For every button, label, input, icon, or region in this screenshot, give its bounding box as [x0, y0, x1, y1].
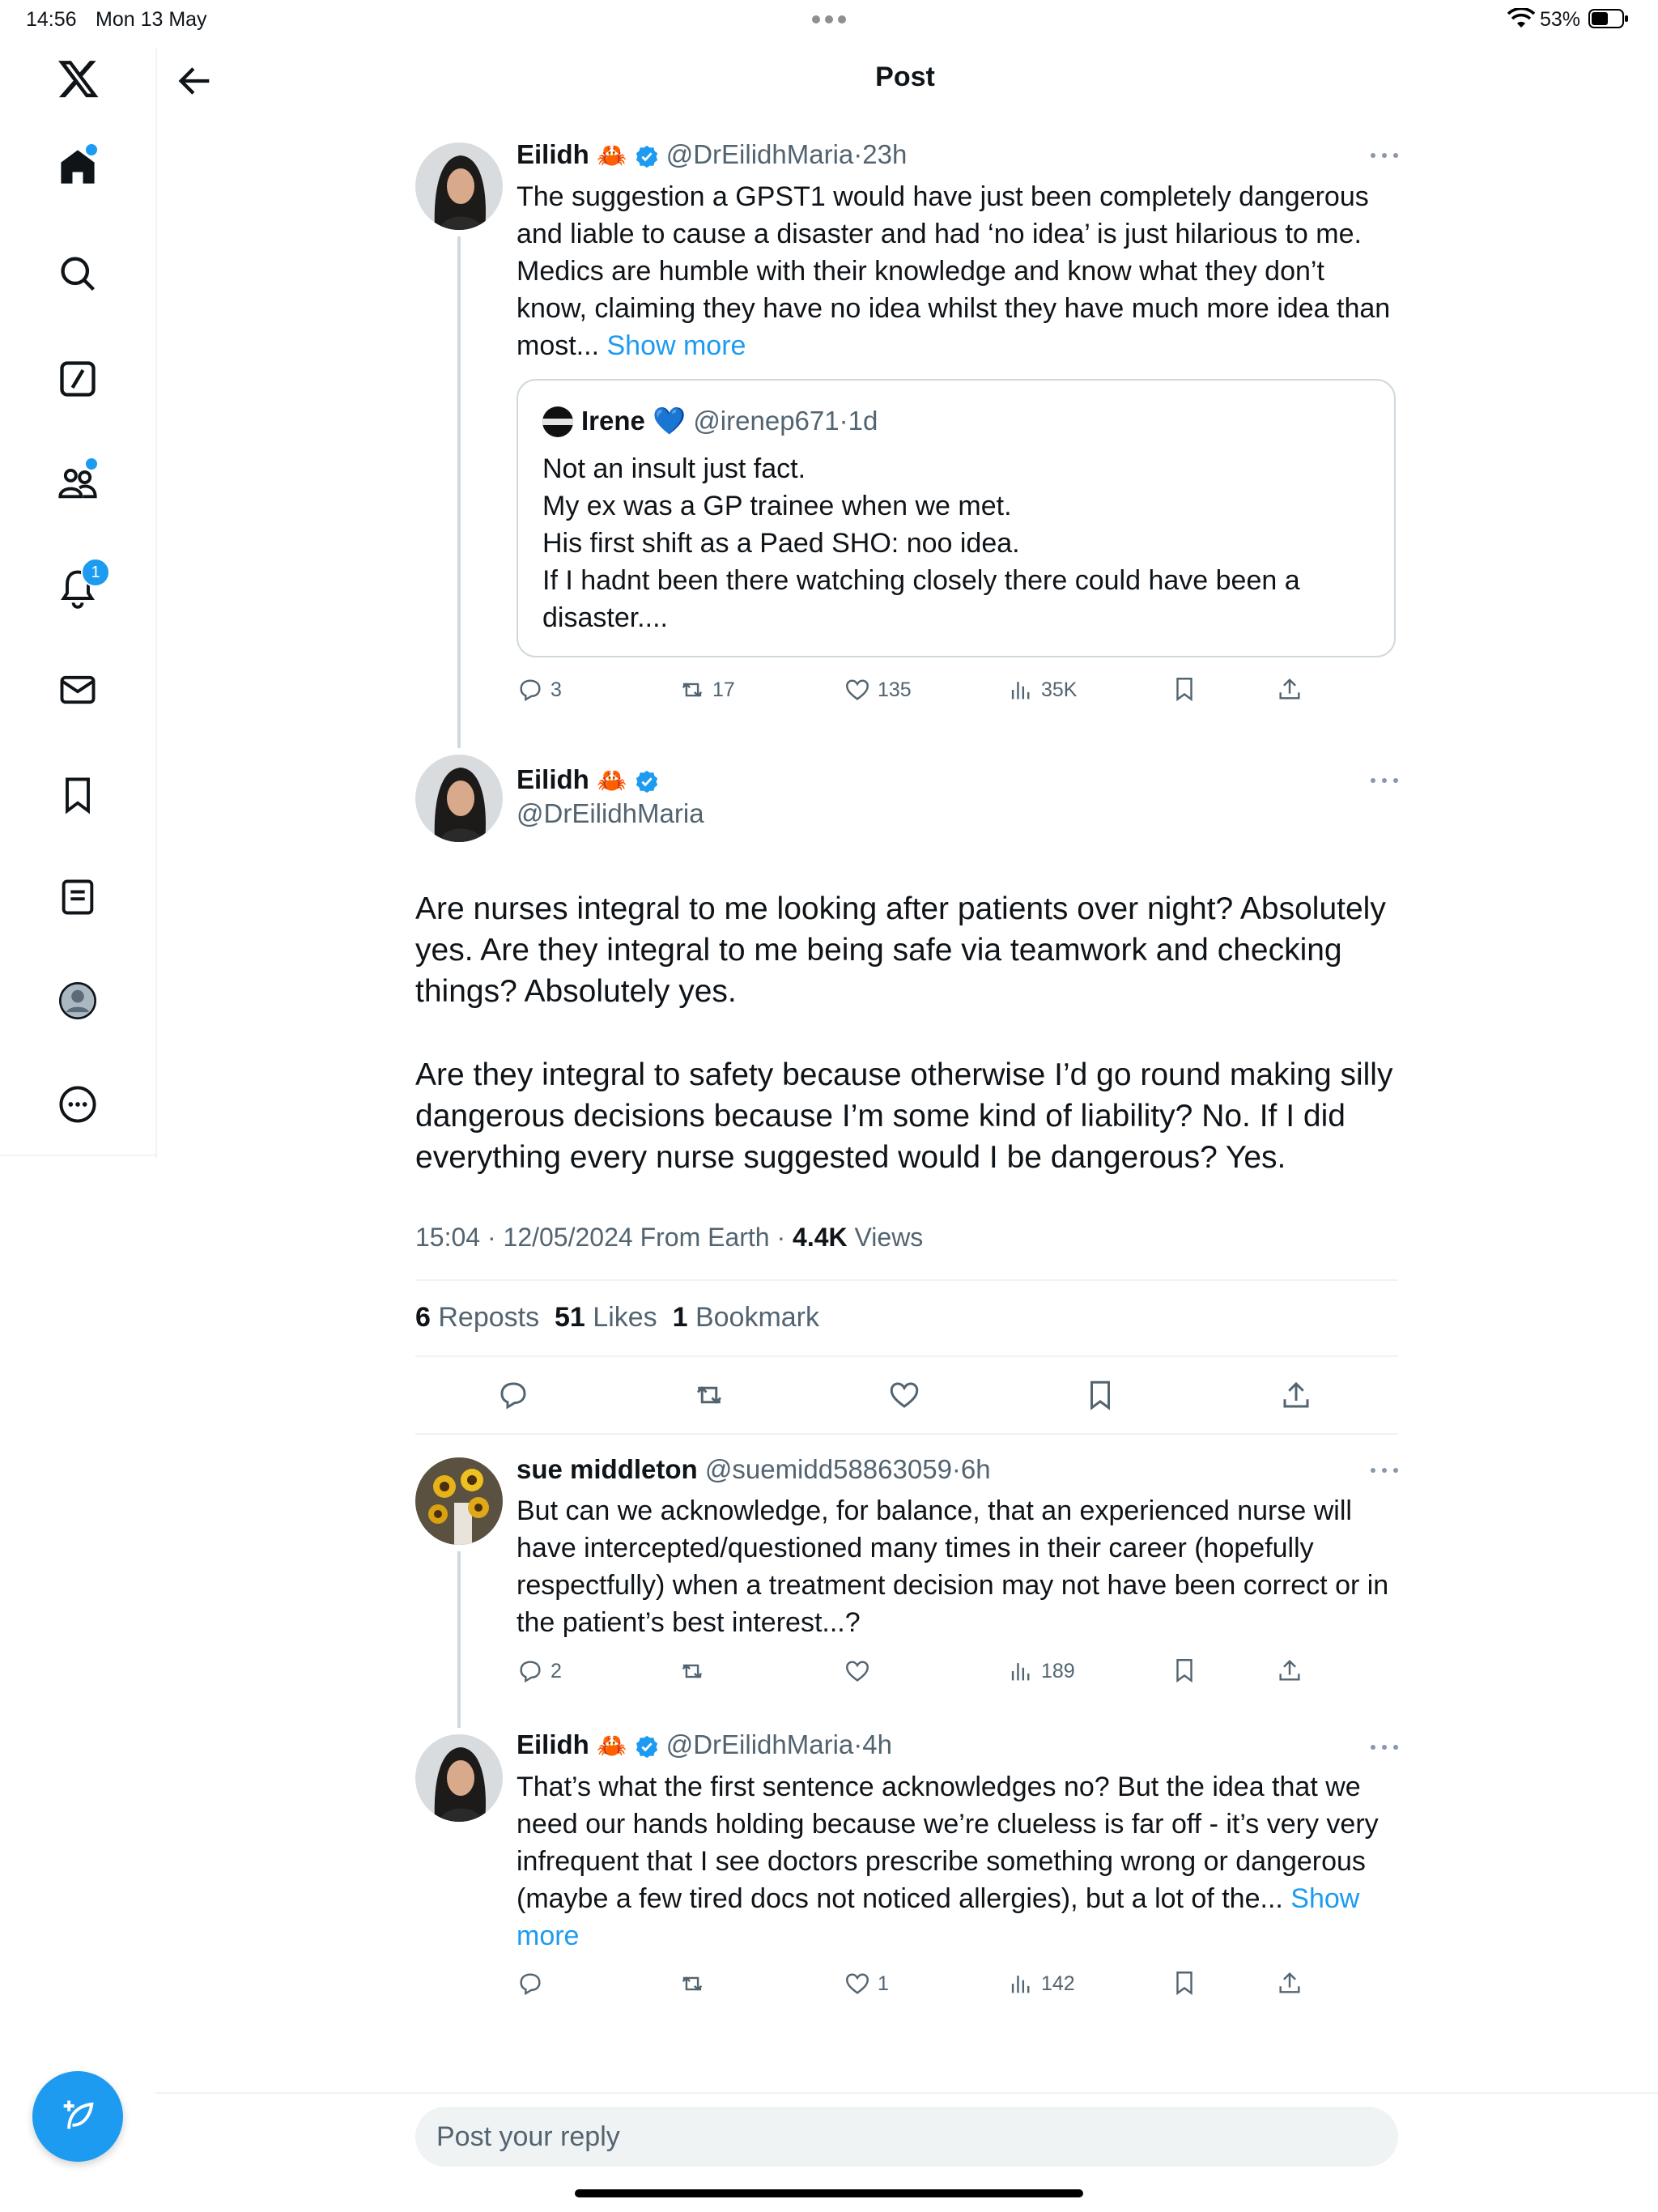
sidebar-item-more[interactable] — [57, 1083, 99, 1125]
heart-icon[interactable] — [887, 1378, 921, 1412]
author-handle[interactable]: @DrEilidhMaria — [665, 1729, 854, 1759]
bookmarks-stat[interactable]: 1 Bookmark — [672, 1302, 820, 1333]
search-icon — [57, 253, 99, 295]
profile-avatar-icon — [57, 980, 99, 1022]
divider — [415, 1433, 1398, 1435]
sidebar-item-communities[interactable] — [57, 462, 99, 504]
author-name[interactable]: Eilidh — [517, 1729, 589, 1759]
reply-text: But can we acknowledge, for balance, that an experienced nurse will have intercepted/questioned many times in their career (hopefully respectfully) when a treatment decision may not have been correct or in the patient’s best interest...? — [517, 1495, 1389, 1638]
repost-icon — [678, 1657, 706, 1685]
show-more-link[interactable]: Show more — [517, 1883, 1360, 1951]
reply-header: sue middleton @suemidd58863059·6h — [517, 1454, 991, 1484]
likes-stat[interactable]: 51 Likes — [555, 1302, 657, 1333]
more-options-icon[interactable] — [1368, 776, 1401, 785]
repost-button[interactable]: 17 — [678, 674, 735, 706]
repost-icon — [678, 1970, 706, 1997]
quote-header: Irene 💙 @irenep671·1d — [581, 406, 878, 436]
main-post-author — [517, 764, 659, 795]
reposts-stat[interactable]: 6 Reposts — [415, 1302, 540, 1333]
post-time[interactable]: 6h — [960, 1454, 991, 1484]
views-label: Views — [854, 1223, 924, 1252]
reply-icon[interactable] — [496, 1378, 530, 1412]
divider — [415, 1279, 1398, 1281]
more-options-icon[interactable] — [1368, 1742, 1401, 1752]
main-post-paragraph-1: Are nurses integral to me looking after patients over night? Absolutely yes. Are they integral to me being safe via teamwork and checking things? Absolutely yes. — [415, 891, 1386, 1009]
quote-author-emoji: 💙 — [653, 406, 687, 436]
author-name[interactable]: sue middleton — [517, 1454, 698, 1484]
multitasking-dots-icon[interactable] — [810, 10, 848, 29]
views-chart-icon — [1007, 1970, 1035, 1997]
notifications-badge: 1 — [81, 558, 110, 587]
bookmark-icon[interactable] — [1083, 1378, 1117, 1412]
repost-icon[interactable] — [692, 1378, 726, 1412]
sidebar-item-bookmarks[interactable] — [57, 774, 99, 816]
avatar[interactable] — [415, 1734, 503, 1822]
engagement-stats — [415, 1302, 819, 1334]
post-timestamp: 15:04 · 12/05/2024 From Earth · — [415, 1223, 786, 1252]
share-icon[interactable] — [1276, 1969, 1303, 1997]
reply-text: That’s what the first sentence acknowledges no? But the idea that we need our hands holding because we’re clueless is far off - it’s very very infrequent that I see doctors prescribe something wrong or dangerous (maybe a few tired docs not noticed allergies), but a lot of the... Show more — [517, 1772, 1379, 1951]
more-options-icon[interactable] — [1368, 1465, 1401, 1475]
like-button[interactable]: 1 — [844, 1967, 889, 2000]
author-handle[interactable]: @DrEilidhMaria — [517, 798, 704, 828]
bookmark-icon[interactable] — [1171, 1657, 1198, 1684]
more-options-icon[interactable] — [1368, 151, 1401, 160]
envelope-icon — [57, 669, 99, 711]
compose-feather-icon — [57, 2095, 99, 2138]
quote-avatar — [542, 406, 573, 437]
divider — [415, 1355, 1398, 1357]
author-handle[interactable]: @DrEilidhMaria — [665, 139, 854, 169]
verified-badge-icon — [635, 144, 659, 168]
post-header: Eilidh 🦀 @DrEilidhMaria·23h — [517, 139, 908, 169]
verified-badge-icon — [635, 1734, 659, 1759]
status-time: 14:56 — [26, 8, 77, 31]
show-more-link[interactable]: Show more — [606, 330, 746, 361]
views-button[interactable]: 142 — [1007, 1967, 1075, 2000]
share-icon[interactable] — [1279, 1378, 1313, 1412]
views-button[interactable]: 35K — [1007, 674, 1077, 706]
communities-unread-dot — [84, 457, 99, 471]
sidebar-item-home[interactable] — [57, 146, 99, 188]
post-text: The suggestion a GPST1 would have just been completely dangerous and liable to cause a disaster and had ‘no idea’ is just hilarious to me. Medics are humble with their knowledge and know what they don’t know, claiming they have no idea whilst they have much more idea than most... Show more — [517, 181, 1391, 361]
compose-post-button[interactable] — [32, 2071, 123, 2162]
battery-icon — [1588, 8, 1629, 29]
quote-author-handle: @irenep671 — [693, 406, 840, 436]
reply-button[interactable]: 2 — [517, 1655, 562, 1687]
author-emoji: 🦀 — [597, 1733, 627, 1759]
more-circle-icon — [57, 1083, 99, 1125]
author-handle[interactable]: @suemidd58863059 — [704, 1454, 952, 1484]
heart-icon — [844, 1657, 871, 1685]
author-name[interactable]: Eilidh — [517, 764, 589, 794]
quote-time: 1d — [848, 406, 878, 436]
grok-icon — [57, 358, 99, 400]
heart-icon — [844, 676, 871, 704]
post-time[interactable]: 23h — [862, 139, 908, 169]
reply-icon — [517, 1657, 544, 1685]
status-date: Mon 13 May — [96, 8, 207, 31]
reply-icon — [517, 676, 544, 704]
post-time[interactable]: 4h — [862, 1729, 892, 1759]
thread-connector — [457, 236, 461, 748]
author-name[interactable]: Eilidh — [517, 139, 589, 169]
author-emoji: 🦀 — [597, 768, 627, 794]
avatar[interactable] — [415, 1457, 503, 1545]
repost-button[interactable] — [678, 1655, 712, 1687]
like-button[interactable]: 135 — [844, 674, 912, 706]
quote-author-name: Irene — [581, 406, 645, 436]
home-unread-dot — [84, 143, 99, 157]
sidebar-item-explore[interactable] — [57, 253, 99, 295]
author-emoji: 🦀 — [597, 143, 627, 169]
reply-input[interactable] — [415, 2107, 1398, 2167]
reply-button[interactable] — [517, 1967, 551, 2000]
page-title: Post — [875, 62, 935, 92]
reply-button[interactable]: 3 — [517, 674, 562, 706]
sidebar-divider — [0, 1155, 155, 1156]
share-icon[interactable] — [1276, 1657, 1303, 1684]
sidebar-item-messages[interactable] — [57, 669, 99, 711]
share-icon[interactable] — [1276, 675, 1303, 703]
repost-button[interactable] — [678, 1967, 712, 2000]
heart-icon — [844, 1970, 871, 1997]
avatar[interactable] — [415, 143, 503, 230]
reply-bar-divider — [155, 2092, 1658, 2094]
reply-icon — [517, 1970, 544, 1997]
sidebar-item-lists[interactable] — [57, 876, 99, 918]
main-post-paragraph-2: Are they integral to safety because otherwise I’d go round making silly dangerous decisions because I’m some kind of liability? No. If I did everything every nurse suggested would I be dangerous? Yes. — [415, 1057, 1393, 1175]
avatar[interactable] — [415, 755, 503, 842]
views-count: 4.4K — [793, 1223, 848, 1252]
battery-percent: 53% — [1540, 8, 1581, 31]
quote-text: Not an insult just fact. My ex was a GP trainee when we met. His first shift as a Paed SHO: noo idea. If I hadnt been there watching closely there could have been a disaster.... — [542, 453, 1300, 633]
home-indicator[interactable] — [575, 2189, 1083, 2197]
bookmark-icon[interactable] — [1171, 1969, 1198, 1997]
like-button[interactable] — [844, 1655, 878, 1687]
thread-connector — [457, 1551, 461, 1728]
bookmark-icon — [57, 774, 99, 816]
wifi-icon — [1507, 8, 1535, 29]
bookmark-icon[interactable] — [1171, 675, 1198, 703]
views-chart-icon — [1007, 676, 1035, 704]
repost-icon — [678, 676, 706, 704]
reply-header: Eilidh 🦀 @DrEilidhMaria·4h — [517, 1729, 892, 1759]
verified-badge-icon — [635, 769, 659, 793]
sidebar-item-profile[interactable] — [57, 980, 99, 1022]
views-button[interactable]: 189 — [1007, 1655, 1075, 1687]
list-icon — [57, 876, 99, 918]
sidebar-item-grok[interactable] — [57, 358, 99, 400]
post-metadata — [415, 1223, 923, 1253]
views-chart-icon — [1007, 1657, 1035, 1685]
